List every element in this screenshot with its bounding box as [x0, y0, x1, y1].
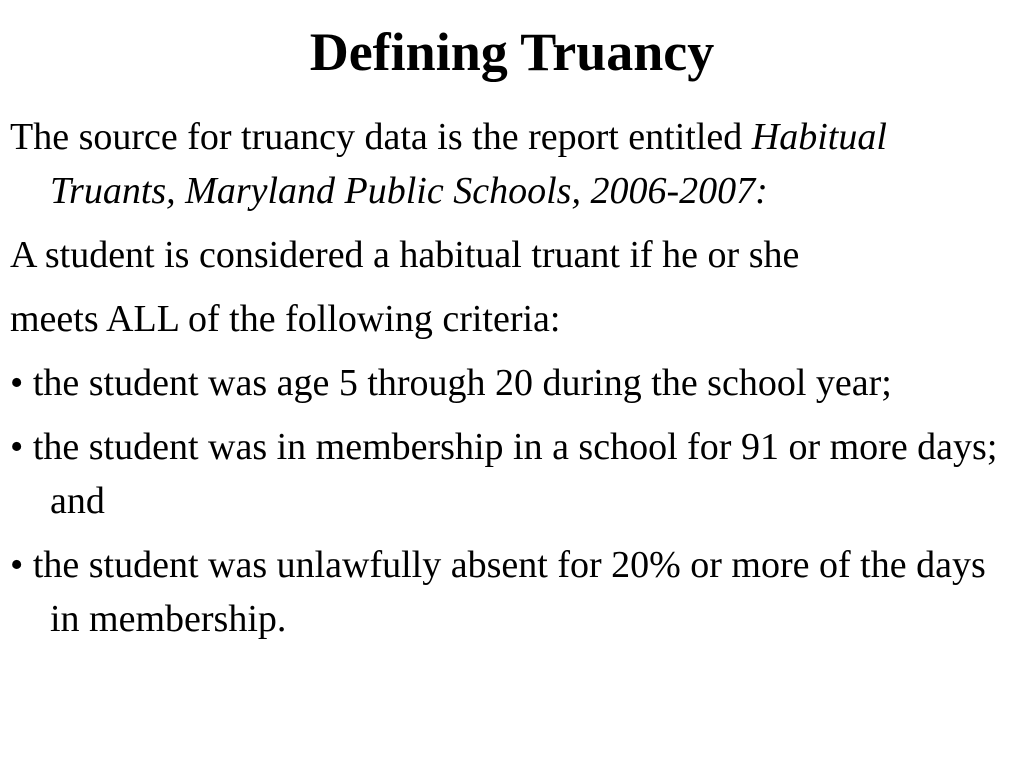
- bullet-icon: •: [10, 544, 24, 586]
- criterion-text: the student was in membership in a school for 91 or more days; and: [32, 426, 998, 522]
- bullet-icon: •: [10, 426, 24, 468]
- list-item: [10, 356, 1010, 410]
- list-item: [10, 420, 1010, 528]
- list-item: [10, 538, 1010, 646]
- criterion-text: the student was age 5 through 20 during the school year;: [32, 362, 892, 404]
- bullet-icon: •: [10, 362, 24, 404]
- slide-body: [10, 110, 1010, 646]
- criterion-text: the student was unlawfully absent for 20% or more of the days in membership.: [32, 544, 986, 640]
- report-title: Habitual Truants, Maryland Public Schools, 2006-2007:: [50, 116, 887, 212]
- page-title: Defining Truancy: [309, 22, 715, 82]
- criteria-intro-line-2: meets ALL of the following criteria:: [10, 298, 561, 340]
- source-paragraph: [10, 110, 1010, 218]
- criteria-intro-line-1: A student is considered a habitual truant if he or she: [10, 234, 800, 276]
- source-lead-text: The source for truancy data is the report entitled: [10, 116, 752, 158]
